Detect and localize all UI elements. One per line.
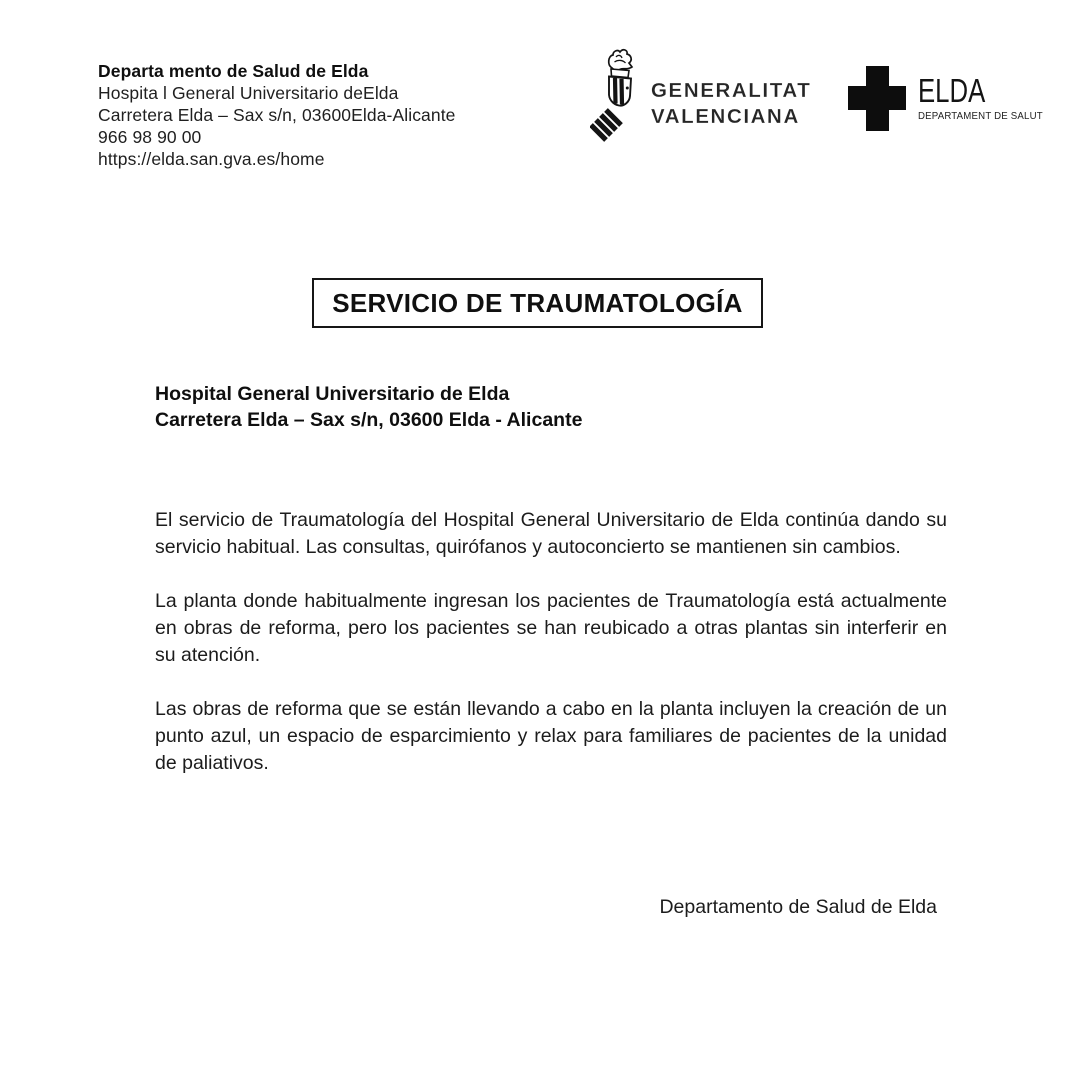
elda-department-logo: [848, 66, 1054, 131]
generalitat-valenciana-logo: [590, 48, 811, 150]
hospital-address-block: [155, 381, 582, 433]
sender-contact-block: [98, 60, 456, 170]
gva-wordmark: [651, 78, 811, 130]
elda-wordmark-block: [918, 71, 1054, 122]
contact-website-url: https://elda.san.gva.es/home: [98, 149, 325, 169]
signature: Departamento de Salud de Elda: [659, 896, 937, 918]
paragraph-service-status: El servicio de Traumatología del Hospital General Universitario de Elda continúa dando su servicio habitual. Las consultas, quirófanos y autoconcierto se mantienen sin cambios.: [155, 509, 947, 558]
gva-wordmark-line1: GENERALITAT: [651, 79, 812, 102]
announcement-body: [155, 507, 947, 804]
contact-address-line: Carretera Elda – Sax s/n, 03600Elda-Alicante: [98, 105, 456, 125]
medical-cross-icon: [848, 66, 907, 131]
paragraph-renovation-details: Las obras de reforma que se están llevando a cabo en la planta incluyen la creación de un punto azul, un espacio de esparcimiento y relax para familiares de pacientes de la unidad de paliativos.: [155, 698, 947, 774]
department-name: Departa mento de Salud de Elda: [98, 61, 369, 81]
hospital-name: Hospital General Universitario de Elda: [155, 383, 510, 405]
contact-hospital-line: Hospita l General Universitario deElda: [98, 83, 399, 103]
elda-subtitle: DEPARTAMENT DE SALUT: [918, 109, 1043, 122]
document-title-box: [312, 278, 763, 328]
paragraph-ward-renovation: La planta donde habitualmente ingresan los pacientes de Traumatología está actualmente en obras de reforma, pero los pacientes se han reubicado a otras plantas sin interferir en su atención.: [155, 590, 947, 666]
hospital-street-address: Carretera Elda – Sax s/n, 03600 Elda - Alicante: [155, 409, 583, 431]
contact-phone: 966 98 90 00: [98, 127, 202, 147]
gva-coat-of-arms-icon: [590, 48, 642, 150]
elda-wordmark: ELDA: [918, 71, 986, 109]
gva-wordmark-line2: VALENCIANA: [651, 105, 800, 128]
document-title: SERVICIO DE TRAUMATOLOGÍA: [332, 287, 743, 318]
